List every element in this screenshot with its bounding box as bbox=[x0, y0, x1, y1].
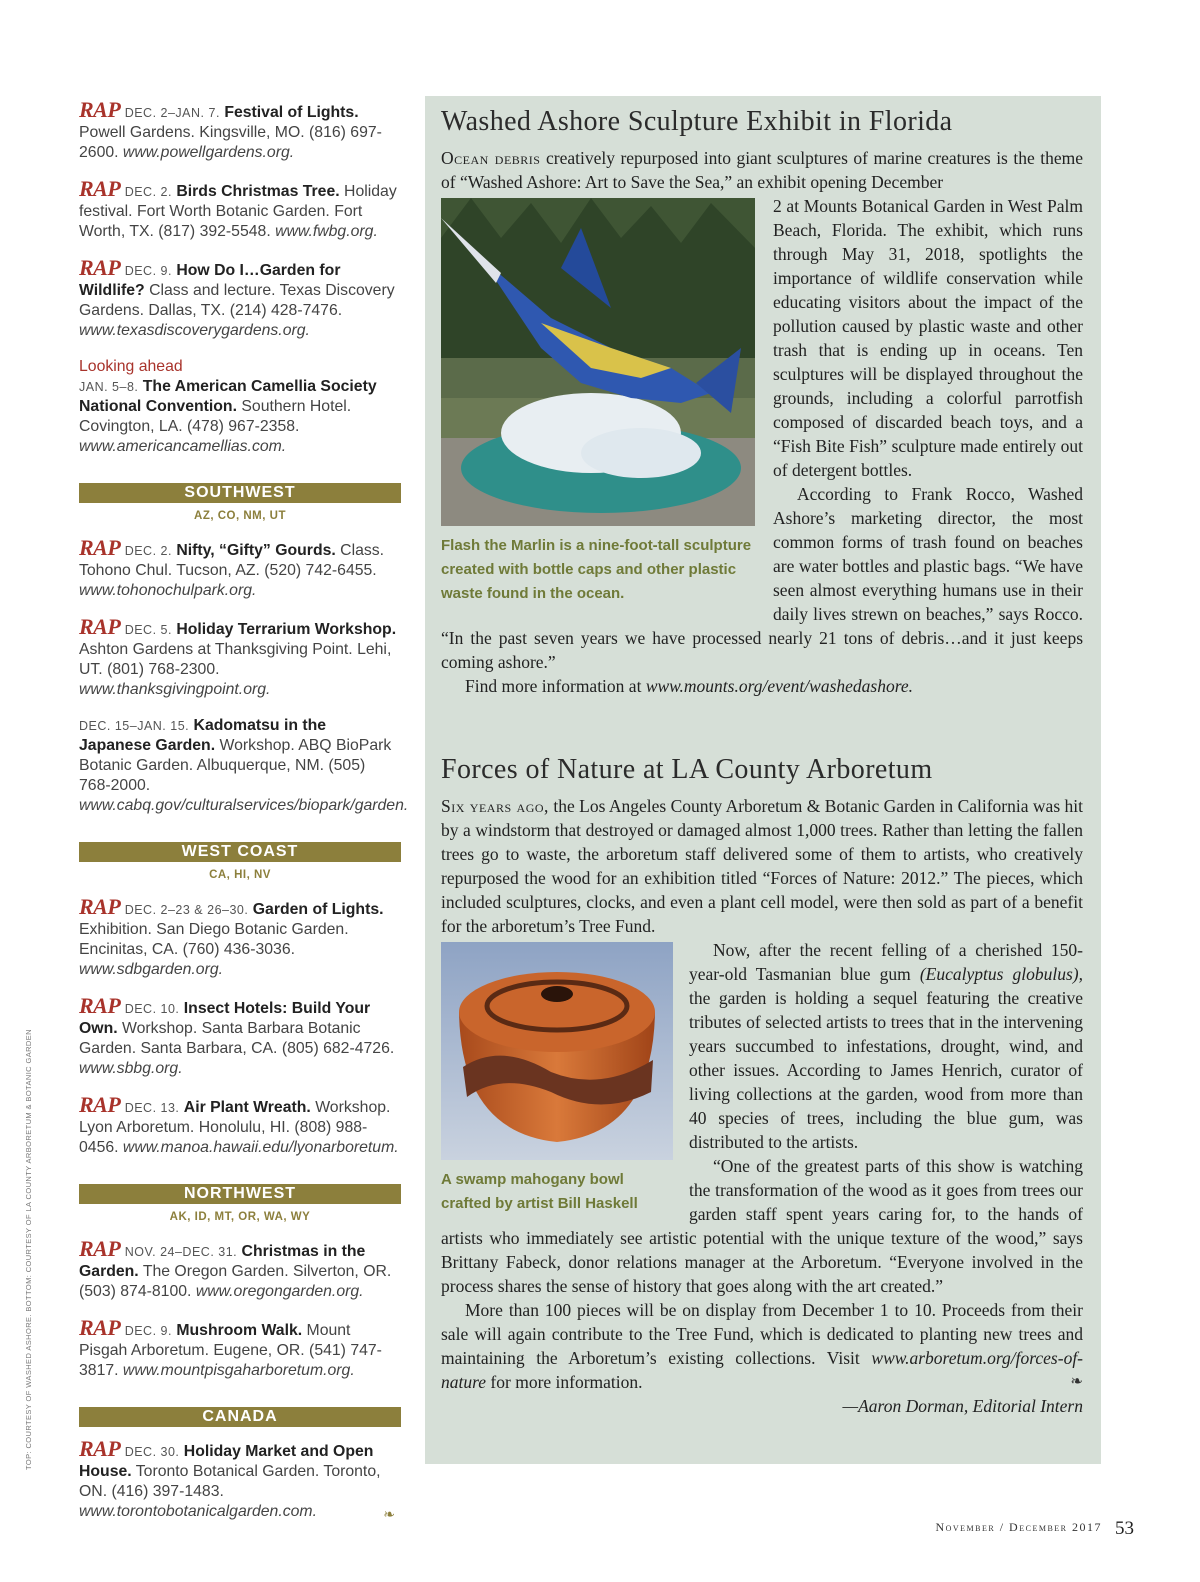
event-date: DEC. 2. bbox=[124, 544, 172, 558]
page-number: 53 bbox=[1115, 1518, 1134, 1539]
event-url[interactable]: www.thanksgivingpoint.org. bbox=[79, 681, 271, 698]
event-listing bbox=[79, 255, 401, 341]
rap-label: RAP bbox=[79, 176, 121, 201]
event-title: Insect Hotels: Build Your Own. bbox=[79, 1000, 371, 1037]
event-description: Southern Hotel. Covington, LA. (478) 967-2358. bbox=[79, 398, 352, 435]
rap-label: RAP bbox=[79, 993, 121, 1018]
article-intro-lead-in: creatively repurposed into giant sculptures of marine creatures is the theme of “Washed Ashore: Art to Save the Sea,” an exhibit opening December bbox=[441, 148, 1083, 192]
event-title: Mushroom Walk. bbox=[176, 1322, 303, 1339]
event-listing bbox=[79, 614, 401, 700]
event-description: Workshop. ABQ BioPark Botanic Garden. Albuquerque, NM. (505) 768-2000. bbox=[79, 737, 392, 794]
article-title: Washed Ashore Sculpture Exhibit in Florida bbox=[441, 106, 953, 137]
region-name: WEST COAST bbox=[79, 842, 401, 862]
article-forces-of-nature bbox=[441, 752, 1083, 1418]
event-listing bbox=[79, 1436, 401, 1522]
event-title: Air Plant Wreath. bbox=[183, 1099, 311, 1116]
rap-label: RAP bbox=[79, 1092, 121, 1117]
event-description: Powell Gardens. Kingsville, MO. (816) 697-2600. bbox=[79, 124, 382, 161]
event-listing bbox=[79, 1315, 401, 1381]
event-url[interactable]: www.sdbgarden.org. bbox=[79, 961, 224, 978]
rap-label: RAP bbox=[79, 255, 121, 280]
region-header-west-coast bbox=[79, 842, 401, 885]
event-title: Nifty, “Gifty” Gourds. bbox=[176, 542, 336, 559]
feature-panel bbox=[425, 96, 1101, 1464]
article-url[interactable]: www.arboretum.org/forces-of-nature bbox=[441, 1348, 1084, 1392]
event-url[interactable]: www.cabq.gov/culturalservices/biopark/garden. bbox=[79, 797, 409, 814]
event-url[interactable]: www.oregongarden.org. bbox=[195, 1283, 364, 1300]
looking-ahead-label: Looking ahead bbox=[79, 358, 183, 375]
event-title: Holiday Market and Open House. bbox=[79, 1443, 374, 1480]
event-url[interactable]: www.fwbg.org. bbox=[275, 223, 378, 240]
article-lead: Six years ago, bbox=[441, 796, 549, 816]
event-date: DEC. 10. bbox=[124, 1002, 180, 1016]
event-listing bbox=[79, 1092, 401, 1158]
article-paragraph: “One of the greatest parts of this show is watching the transformation of the wood as it goes from trees our garden staff spent years caring for, to the hands of artists who immediately see artistic potential with the unique texture of the wood,” says Brittany Fabeck, donor relations manager at the Arboretum. “Everyone involved in the process shares the sense of history that goes along with the art created.” bbox=[441, 1156, 1083, 1296]
event-title: Christmas in the Garden. bbox=[79, 1243, 366, 1280]
article-lead: Ocean debris bbox=[441, 148, 541, 168]
event-url[interactable]: www.manoa.hawaii.edu/lyonarboretum. bbox=[122, 1139, 399, 1156]
bowl-photo bbox=[441, 942, 673, 1160]
event-description: Class and lecture. Texas Discovery Gardens. Dallas, TX. (214) 428-7476. bbox=[79, 282, 395, 319]
event-title: Birds Christmas Tree. bbox=[176, 183, 340, 200]
article-paragraph: Find more information at www.mounts.org/event/washedashore. bbox=[465, 676, 914, 696]
region-name: SOUTHWEST bbox=[79, 483, 401, 503]
article-title: Forces of Nature at LA County Arboretum bbox=[441, 754, 933, 785]
event-listing bbox=[79, 176, 401, 242]
events-column bbox=[79, 97, 409, 1538]
event-title: Garden of Lights. bbox=[252, 901, 384, 918]
author-signature: —Aaron Dorman, Editorial Intern bbox=[842, 1396, 1083, 1416]
rap-label: RAP bbox=[79, 894, 121, 919]
event-description: Toronto Botanical Garden. Toronto, ON. (416) 397-1483. bbox=[79, 1463, 381, 1500]
event-date: DEC. 9. bbox=[124, 264, 172, 278]
figure-caption: A swamp mahogany bowl crafted by artist Bill Haskell bbox=[441, 1171, 638, 1212]
article-paragraph: the Los Angeles County Arboretum & Botanic Garden in California was hit by a windstorm that destroyed or damaged almost 1,000 trees. Rather than letting the fallen trees go to waste, the arboretum staff delivered some of them to artists, who creatively repurposed the wood for an exhibition titled “Forces of Nature: 2012.” The pieces, which included sculptures, clocks, and even a plant cell model, were then sold as part of a benefit for the arboretum’s Tree Fund. bbox=[441, 796, 1084, 936]
event-title: Festival of Lights. bbox=[224, 104, 359, 121]
end-ornament-icon: ❧ bbox=[383, 1506, 395, 1522]
event-listing bbox=[79, 97, 401, 163]
event-url[interactable]: www.tohonochulpark.org. bbox=[79, 582, 257, 599]
event-date: DEC. 13. bbox=[124, 1101, 180, 1115]
event-description: Exhibition. San Diego Botanic Garden. Encinitas, CA. (760) 436-3036. bbox=[79, 921, 349, 958]
article-paragraph: 2 at Mounts Botanical Garden in West Palm Beach, Florida. The exhibit, which runs through May 31, 2018, spotlights the importance of wildlife conservation while educating visitors about the impact of the pollution caused by plastic waste and other trash that is ending up in oceans. Ten sculptures will be displayed throughout the grounds, including a colorful parrotfish composed of discarded beach toys, and a “Fish Bite Fish” sculpture made entirely out of detergent bottles. bbox=[773, 196, 1083, 480]
region-header-northwest bbox=[79, 1184, 401, 1227]
rap-label: RAP bbox=[79, 614, 121, 639]
event-url[interactable]: www.sbbg.org. bbox=[79, 1060, 183, 1077]
region-header-southwest bbox=[79, 483, 401, 526]
region-states: AK, ID, MT, OR, WA, WY bbox=[169, 1211, 311, 1223]
issue-label: November / December 2017 bbox=[935, 1520, 1102, 1534]
event-date: DEC. 2–JAN. 7. bbox=[124, 106, 220, 120]
region-states: CA, HI, NV bbox=[209, 869, 271, 881]
event-title: Holiday Terrarium Workshop. bbox=[176, 621, 397, 638]
event-date: NOV. 24–DEC. 31. bbox=[124, 1245, 238, 1259]
rap-label: RAP bbox=[79, 535, 121, 560]
event-description: Class. Tohono Chul. Tucson, AZ. (520) 742-6455. bbox=[79, 542, 385, 579]
event-listing bbox=[79, 894, 401, 980]
event-listing bbox=[79, 535, 401, 601]
event-description: Ashton Gardens at Thanksgiving Point. Lehi, UT. (801) 768-2300. bbox=[79, 641, 392, 678]
figure-marlin bbox=[441, 198, 755, 606]
event-url[interactable]: www.americancamellias.com. bbox=[79, 438, 287, 455]
event-listing bbox=[79, 716, 409, 816]
figure-bowl bbox=[441, 942, 673, 1216]
event-url[interactable]: www.torontobotanicalgarden.com. bbox=[79, 1503, 317, 1520]
photo-credit: TOP: COURTESY OF WASHED ASHORE. BOTTOM: COURTESY OF LA COUNTY ARBORETUM & BOTANIC GARDEN bbox=[24, 1029, 33, 1470]
figure-caption: Flash the Marlin is a nine-foot-tall sculpture created with bottle caps and other plastic waste found in the ocean. bbox=[441, 537, 752, 602]
event-title: The American Camellia Society National Convention. bbox=[79, 378, 377, 415]
marlin-sculpture-photo bbox=[441, 198, 755, 526]
rap-label: RAP bbox=[79, 1436, 121, 1461]
region-states: AZ, CO, NM, UT bbox=[194, 510, 286, 522]
rap-label: RAP bbox=[79, 1236, 121, 1261]
rap-label: RAP bbox=[79, 97, 121, 122]
event-description: Holiday festival. Fort Worth Botanic Garden. Fort Worth, TX. (817) 392-5548. bbox=[79, 183, 397, 240]
article-url[interactable]: www.mounts.org/event/washedashore. bbox=[645, 676, 914, 696]
event-url[interactable]: www.mountpisgaharboretum.org. bbox=[122, 1362, 355, 1379]
event-date: JAN. 5–8. bbox=[79, 380, 139, 394]
end-ornament-icon: ❧ bbox=[1070, 1374, 1083, 1390]
event-date: DEC. 2. bbox=[124, 185, 172, 199]
region-header-canada bbox=[79, 1407, 401, 1427]
event-title: How Do I…Garden for Wildlife? bbox=[79, 262, 341, 299]
article-paragraph: Now, after the recent felling of a cherished 150-year-old Tasmanian blue gum (Eucalyptus globulus), the garden is holding a sequel featuring the creative tributes of selected artists to trees that in the intervening years succumbed to infestations, drought, wind, and other issues. According to James Henrich, curator of living collections at the garden, wood from more than 40 species of trees, including the blue gum, was distributed to the artists. bbox=[689, 940, 1084, 1152]
event-description: The Oregon Garden. Silverton, OR. (503) 874-8100. bbox=[79, 1263, 392, 1300]
event-date: DEC. 2–23 & 26–30. bbox=[124, 903, 249, 917]
event-description: Workshop. Lyon Arboretum. Honolulu, HI. (808) 988-0456. bbox=[79, 1099, 391, 1156]
event-listing bbox=[79, 1236, 401, 1302]
event-description: Mount Pisgah Arboretum. Eugene, OR. (541) 747-3817. bbox=[79, 1322, 382, 1379]
region-name: CANADA bbox=[79, 1407, 401, 1427]
looking-ahead-listing bbox=[79, 357, 401, 457]
article-paragraph: More than 100 pieces will be on display from December 1 to 10. Proceeds from their sale will again contribute to the Tree Fund, which is dedicated to planting new trees and maintaining the Arboretum’s existing collections. Visit www.arboretum.org/forces-of-nature for more information. ❧ bbox=[441, 1300, 1084, 1392]
event-date: DEC. 5. bbox=[124, 623, 172, 637]
event-date: DEC. 9. bbox=[124, 1324, 172, 1338]
rap-label: RAP bbox=[79, 1315, 121, 1340]
event-listing bbox=[79, 993, 401, 1079]
event-title: Kadomatsu in the Japanese Garden. bbox=[79, 717, 327, 754]
event-url[interactable]: www.texasdiscoverygardens.org. bbox=[79, 322, 310, 339]
event-url[interactable]: www.powellgardens.org. bbox=[122, 144, 295, 161]
event-date: DEC. 15–JAN. 15. bbox=[79, 719, 190, 733]
event-date: DEC. 30. bbox=[124, 1445, 180, 1459]
article-washed-ashore bbox=[441, 104, 1083, 698]
article-paragraph: According to Frank Rocco, Washed Ashore’s marketing director, the most common forms of trash found on beaches are water bottles and plastic bags. “We have seen almost everything humans use in their daily lives strewn on beaches,” says Rocco. “In the past seven years we have processed nearly 21 tons of debris…and it just keeps coming ashore.” bbox=[441, 484, 1083, 672]
region-name: NORTHWEST bbox=[79, 1184, 401, 1204]
event-description: Workshop. Santa Barbara Botanic Garden. Santa Barbara, CA. (805) 682-4726. bbox=[79, 1020, 395, 1057]
